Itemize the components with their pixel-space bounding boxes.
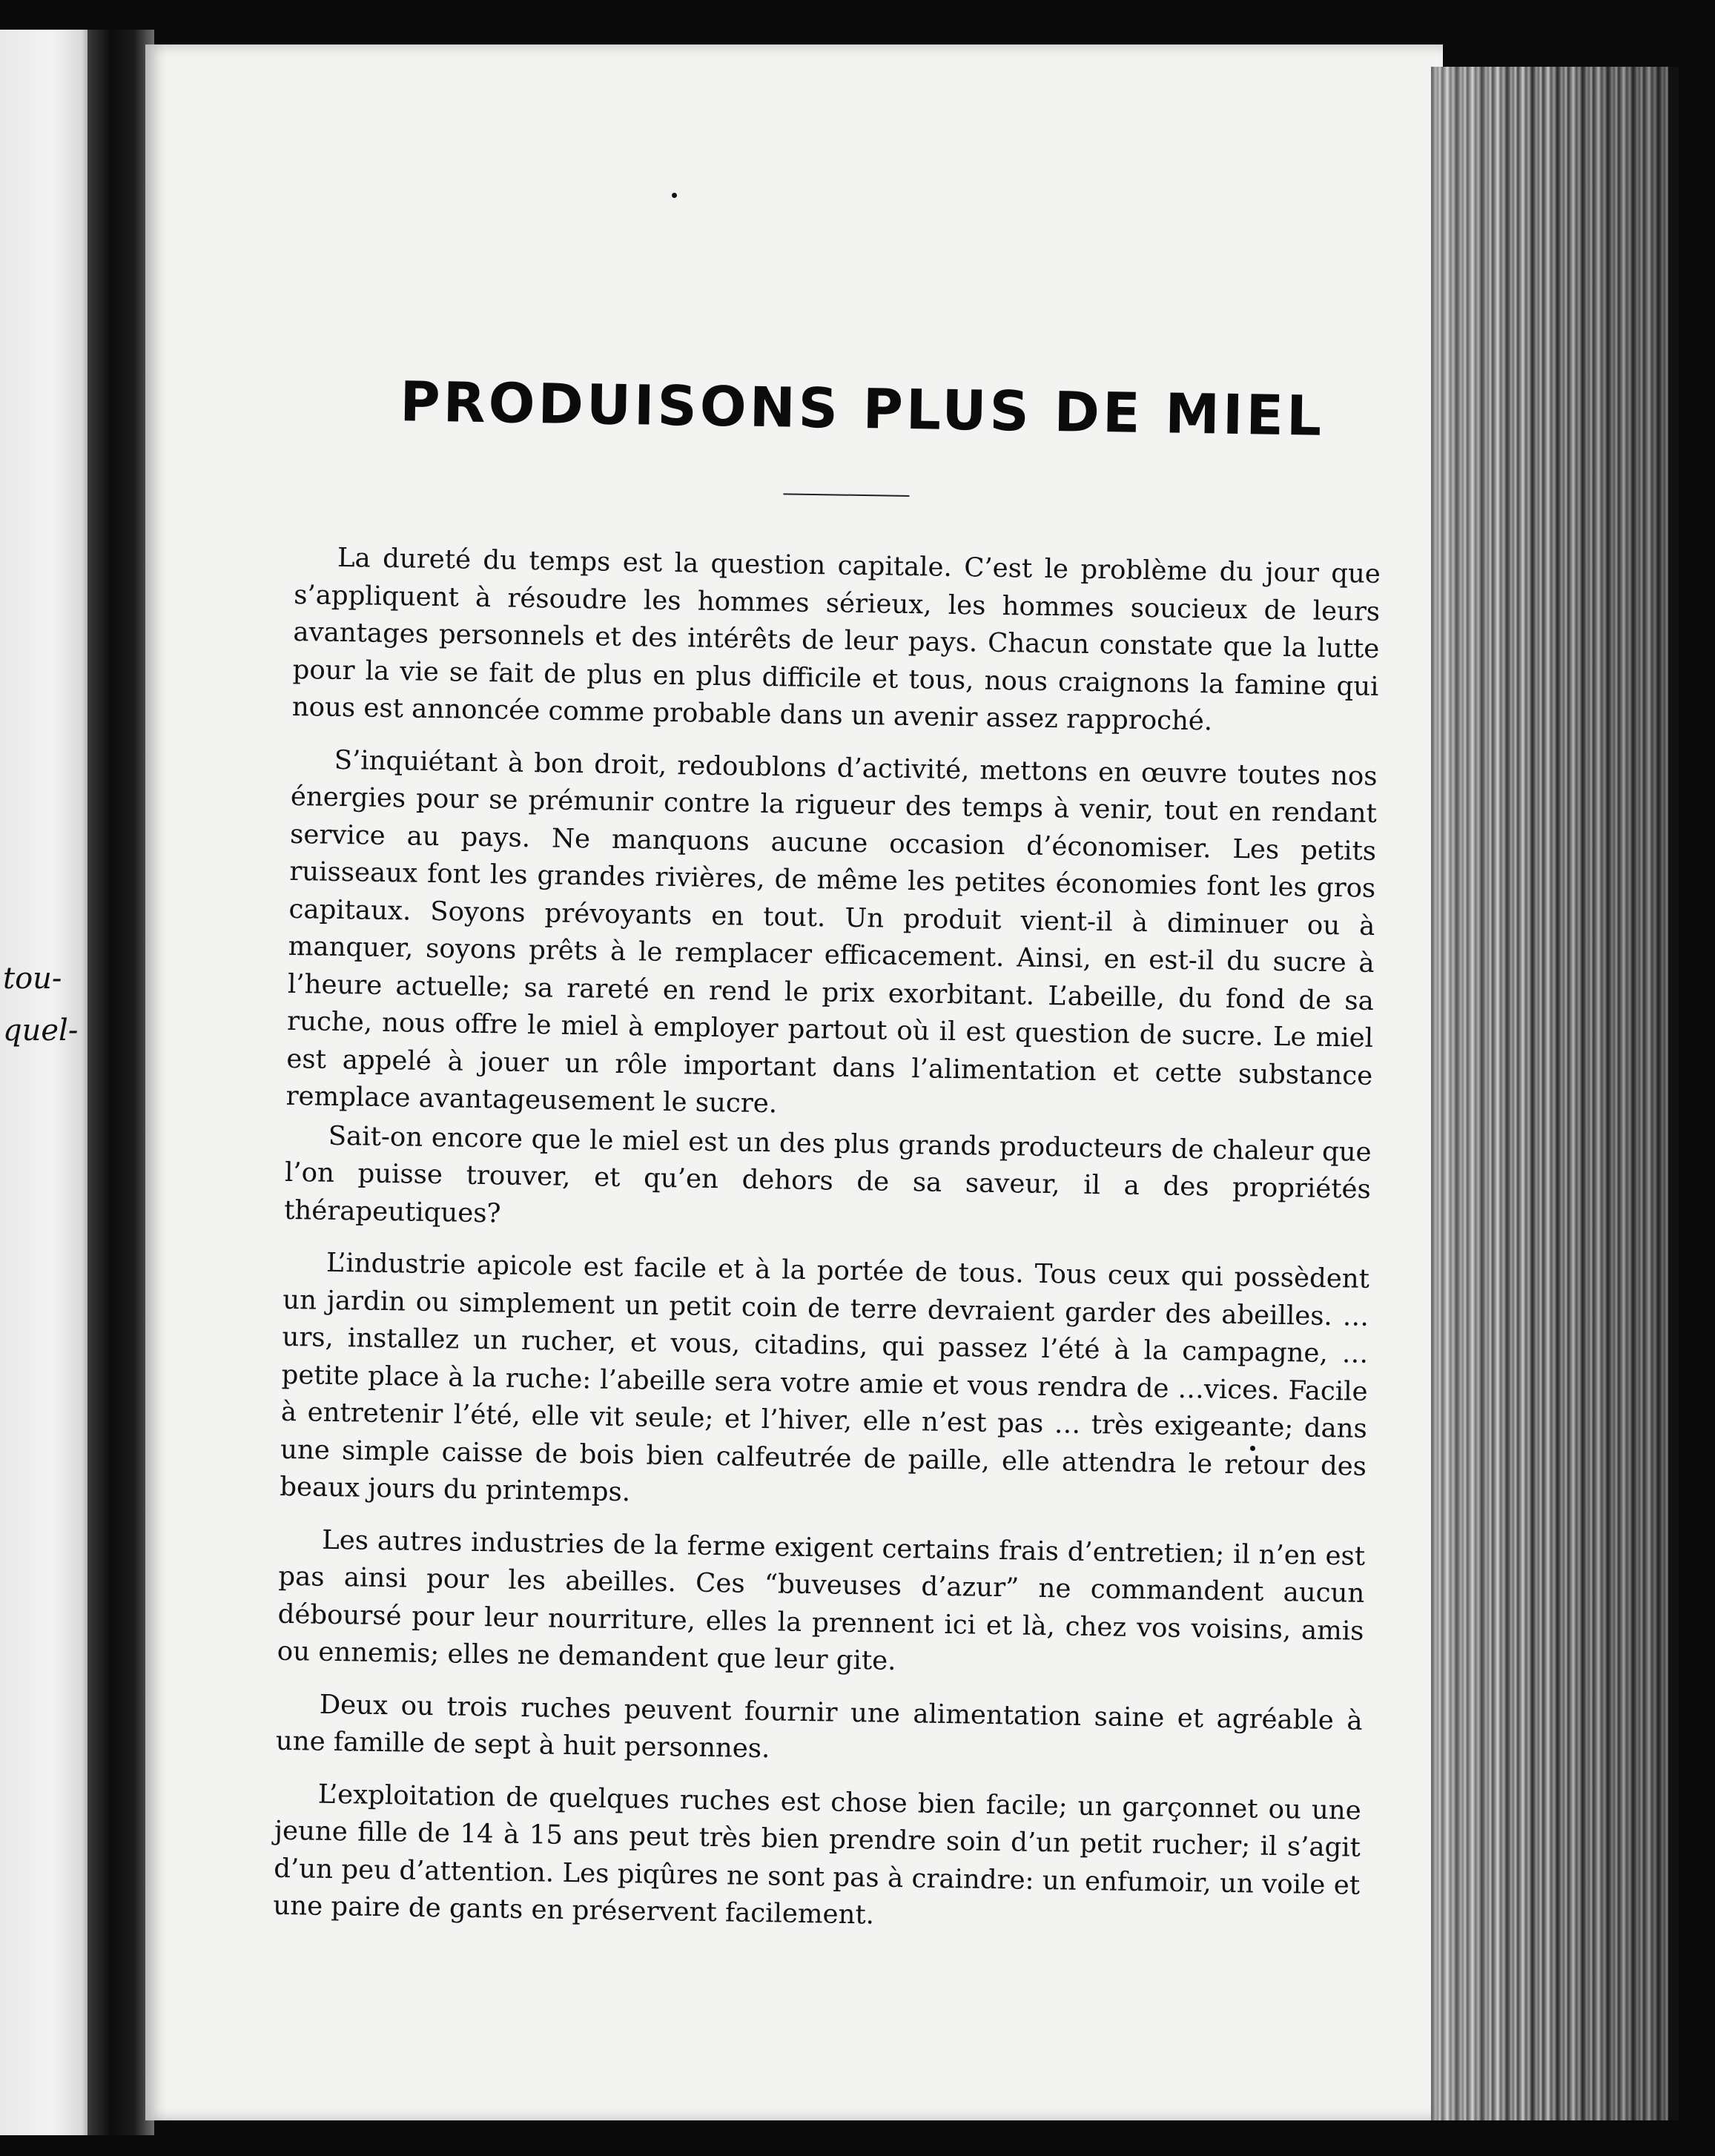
paragraph: Les autres industries de la ferme exigent certains frais d’entretien; il n’en est pas ainsi pour les abeilles. Ces “buveuses d’azur” ne commandent aucun déboursé pour leur nourriture, elles la prennent ici et là, chez vos voisins, amis ou ennemis; elles ne demandent que leur gite.	[277, 1524, 1366, 1677]
article-body	[273, 539, 1381, 1942]
title-divider	[783, 494, 909, 497]
paragraph: Deux ou trois ruches peuvent fournir une alimentation saine et agréable à une famille de sept à huit personnes.	[275, 1689, 1363, 1765]
page-edges	[1431, 67, 1676, 2120]
left-page-margin-words	[3, 953, 78, 1056]
left-page-word: quel-	[3, 1013, 79, 1048]
paragraph: L’exploitation de quelques ruches est chose bien facile; un garçonnet ou une jeune fille de 14 à 15 ans peut très bien prendre soin d’un petit rucher; il s’agit d’un peu d’attention. Les piqûres ne sont pas à craindre: un enfumoir, un voile et une paire de gants en préservent facilement.	[273, 1779, 1361, 1931]
paragraph: L’industrie apicole est facile et à la portée de tous. Tous ceux qui possèdent un jardin ou simplement un petit coin de terre devraient garder des abeilles. … urs, installez un rucher, et vous, citadins, qui passez l’été à la campagne, … petite place à la ruche: l’abeille sera votre amie et vous rendra de …vices. Facile à entretenir l’été, elle vit seule; et l’hiver, elle n’est pas … très exigeante; dans une simple caisse de bois bien calfeutrée de paille, elle attendra le retour des beaux jours du printemps.	[280, 1248, 1370, 1508]
paragraph: S’inquiétant à bon droit, redoublons d’activité, mettons en œuvre toutes nos énergies pour se prémunir contre la rigueur des temps à venir, tout en rendant service au pays. Ne manquons aucune occasion d’économiser. Les petits ruisseaux font les grandes rivières, de même les petites économies font les gros capitaux. Soyons prévoyants en tout. Un produit vient-il à diminuer ou à manquer, soyons prêts à le remplacer efficacement. Ainsi, en est-il du sucre à l’heure actuelle; sa rareté en rend le prix exorbitant. L’abeille, du fond de sa ruche, nous offre le miel à employer partout où il est question de sucre. Le miel est appelé à jouer un rôle important dans l’alimentation et cette substance remplace avantageusement le sucre.	[285, 744, 1378, 1120]
article	[273, 371, 1384, 1957]
article-title: PRODUISONS PLUS DE MIEL	[399, 370, 1325, 449]
ink-speck	[672, 193, 677, 198]
book-gutter	[87, 30, 154, 2135]
paragraph: La dureté du temps est la question capitale. C’est le problème du jour que s’appliquent à résoudre les hommes sérieux, les hommes soucieux de leurs avantages personnels et des intérêts de leur pays. Chacun constate que la lutte pour la vie se fait de plus en plus difficile et tous, nous craignons la famine qui nous est annoncée comme probable dans un avenir assez rapproché.	[291, 543, 1381, 737]
left-facing-page	[0, 30, 96, 2135]
main-page	[145, 44, 1443, 2120]
left-page-word: tou-	[3, 962, 62, 996]
paragraph: Sait-on encore que le miel est un des plus grands producteurs de chaleur que l’on puisse trouver, et qu’en dehors de sa saveur, il a des propriétés thérapeutiques?	[283, 1120, 1372, 1229]
book-edge-border	[1668, 67, 1679, 2120]
